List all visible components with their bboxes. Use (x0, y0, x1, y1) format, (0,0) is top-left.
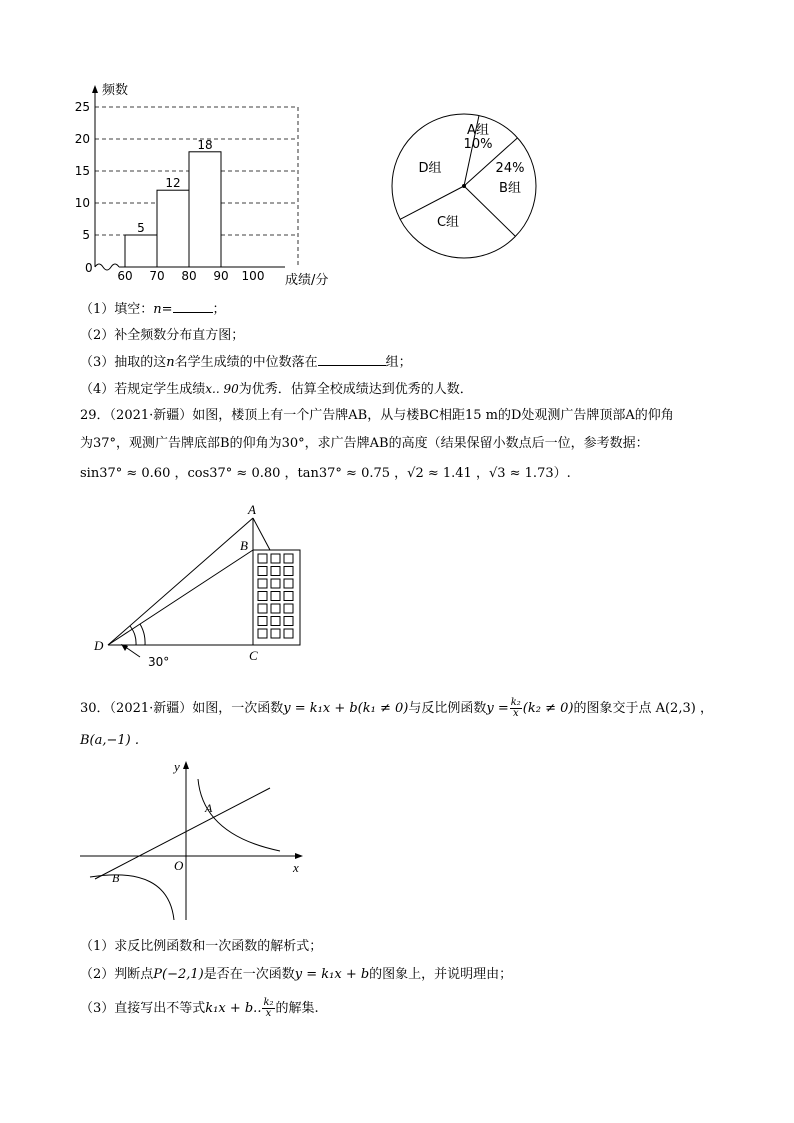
building-window (258, 617, 267, 626)
building-window (258, 604, 267, 613)
q30-figure (75, 755, 315, 925)
building-window (258, 554, 267, 563)
pie-center-dot (462, 184, 466, 188)
building-window (284, 567, 293, 576)
pie-slice-percent: 24% (495, 161, 525, 176)
q30-part3: （3）直接写出不等式k₁x + b.. $\frac{\text{k₂}}{x}$ 的解集. (80, 997, 319, 1019)
x-tick-label: 70 (149, 269, 165, 283)
label-C: C (249, 648, 258, 663)
bar-value-label: 12 (165, 176, 181, 191)
q29-figure (90, 500, 320, 675)
bar-value-label: 5 (137, 221, 145, 235)
q30-part1: （1）求反比例函数和一次函数的解析式； (80, 939, 323, 954)
q28-part3: （3）抽取的这n名学生成绩的中位数落在 组； (80, 355, 412, 370)
building-window (258, 629, 267, 638)
building-window (271, 604, 280, 613)
pie-slice-label: D组 (418, 161, 442, 176)
label-O: O (174, 858, 184, 873)
building-window (258, 592, 267, 601)
y-tick-label: 10 (74, 196, 90, 210)
label-A: A (205, 801, 213, 815)
building-window (271, 579, 280, 588)
pie-slice-label: C组 (436, 215, 460, 230)
x-tick-label: 100 (241, 269, 265, 283)
building-window (284, 592, 293, 601)
building-window (271, 554, 280, 563)
frequency-histogram (70, 80, 340, 290)
pie-slice-label: B组 (499, 181, 521, 196)
q30-line1: 30．（2021·新疆）如图，一次函数y = k₁x + b(k₁ ≠ 0)与反比例函数y = $\frac{\text{k₂}}{x}$ (k₂ ≠ 0)的图象交于点 A(2,3) ， (80, 697, 713, 719)
building-window (271, 629, 280, 638)
y-tick-label: 15 (74, 164, 90, 178)
label-y: y (174, 759, 180, 774)
x-axis-break (95, 264, 119, 270)
q30-line2: B(a,−1) . (80, 733, 140, 748)
histogram-bar (189, 152, 221, 267)
building-window (284, 604, 293, 613)
q30-part2: （2）判断点P(−2,1)是否在一次函数y = k₁x + b的图象上，并说明理由； (80, 967, 513, 982)
x-axis-arrow-icon (295, 853, 303, 859)
q29-line3: sin37° ≈ 0.60 ，cos37° ≈ 0.80 ，tan37° ≈ 0.75 ，√2 ≈ 1.41 ，√3 ≈ 1.73）. (80, 466, 571, 481)
q28-part2: （2）补全频数分布直方图； (80, 328, 245, 343)
pie-slice-label: A组 (467, 123, 489, 138)
building-window (284, 629, 293, 638)
building-window (271, 617, 280, 626)
building-window (284, 617, 293, 626)
q28-part1: （1）填空：n= ； (80, 302, 226, 317)
histogram-bar (157, 190, 189, 267)
angle-label: 30° (148, 655, 170, 669)
x-tick-label: 60 (117, 269, 133, 283)
histogram-bar (125, 235, 157, 267)
x-tick-label: 90 (213, 269, 229, 283)
pie-slice-percent: 10% (463, 137, 493, 152)
q29-line2: 为37°，观测广告牌底部B的仰角为30°，求广告牌AB的高度（结果保留小数点后一位，参考数据： (80, 436, 649, 451)
y-axis-arrow-icon (92, 85, 98, 93)
label-D: D (94, 638, 104, 653)
y-axis-arrow-icon (183, 761, 189, 769)
building-window (284, 554, 293, 563)
building-window (258, 579, 267, 588)
label-A: A (248, 502, 256, 517)
q28-part4: （4）若规定学生成绩x.. 90为优秀．估算全校成绩达到优秀的人数． (80, 382, 473, 397)
x-axis-label: 成绩/分 (285, 273, 329, 288)
y-tick-label: 25 (74, 100, 90, 114)
origin-label: 0 (85, 261, 93, 275)
label-x: x (293, 860, 299, 875)
building-window (271, 592, 280, 601)
bar-value-label: 18 (197, 137, 213, 152)
label-B: B (112, 871, 120, 885)
building-window (284, 579, 293, 588)
building-window (271, 567, 280, 576)
y-axis-label: 频数 (102, 83, 129, 98)
label-B: B (240, 538, 248, 553)
pie-chart (385, 105, 555, 275)
building-window (258, 567, 267, 576)
y-tick-label: 20 (74, 132, 90, 146)
y-tick-label: 5 (82, 228, 90, 242)
q29-line1: 29．（2021·新疆）如图，楼顶上有一个广告牌AB，从与楼BC相距15 m的D处观测广告牌顶部A的仰角 (80, 408, 674, 423)
x-tick-label: 80 (181, 269, 197, 283)
